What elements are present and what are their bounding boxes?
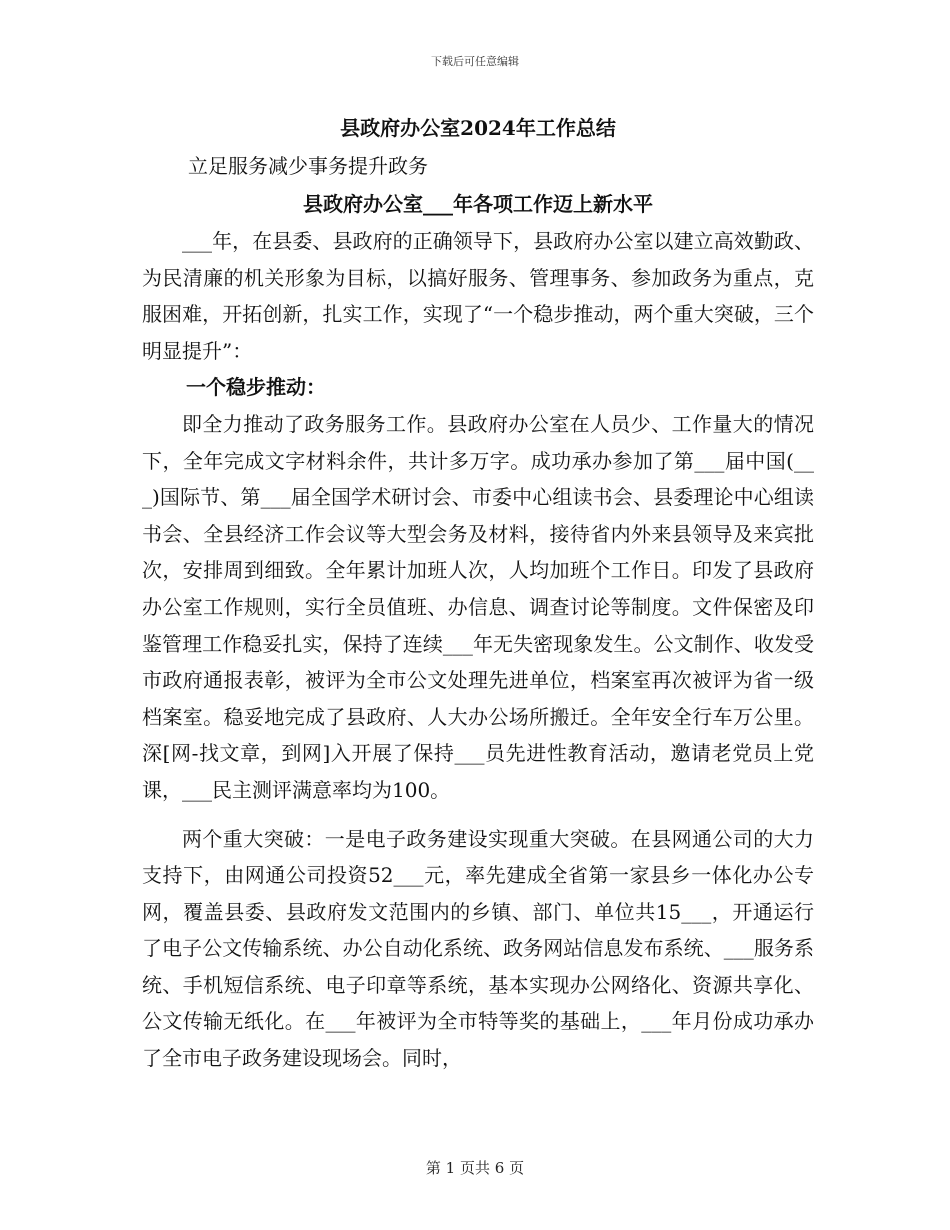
document-subtitle: 立足服务减少事务提升政务 (188, 154, 428, 178)
page-header-note: 下载后可任意编辑 (431, 55, 519, 68)
paragraph-gap (142, 809, 814, 821)
document-title: 县政府办公室2024年工作总结 (340, 116, 616, 140)
document-body (142, 109, 814, 1077)
page-footer-number: 第 1 页共 6 页 (425, 1159, 525, 1177)
paragraph-intro: ___年，在县委、县政府的正确领导下，县政府办公室以建立高效勤政、为民清廉的机关形象为目标，以搞好服务、管理事务、参加政务为重点，克服困难，开拓创新，扎实工作，实现了“一个稳步推动，两个重大突破，三个明显提升”： (142, 229, 814, 363)
paragraph-service-work: 即全力推动了政务服务工作。县政府办公室在人员少、工作量大的情况下，全年完成文字材料余件，共计多万字。成功承办参加了第___届中国(___)国际节、第___届全国学术研讨会、市委中心组读书会、县委理论中心组读书会、全县经济工作会议等大型会务及材料，接待省内外来县领导及来宾批次，安排周到细致。全年累计加班人次，人均加班个工作日。印发了县政府办公室工作规则，实行全员值班、办信息、调查讨论等制度。文件保密及印鉴管理工作稳妥扎实，保持了连续___年无失密现象发生。公文制作、收发受市政府通报表彰，被评为全市公文处理先进单位，档案室再次被评为省一级档案室。稳妥地完成了县政府、人大办公场所搬迁。全年安全行车万公里。深[网-找文章，到网]入开展了保持___员先进性教育活动，邀请老党员上党课，___民主测评满意率均为100。 (142, 411, 814, 802)
heading-one-steady-push: 一个稳步推动： (186, 375, 326, 400)
section-title: 县政府办公室___年各项工作迈上新水平 (303, 192, 653, 216)
paragraph-two-breakthroughs: 两个重大突破：一是电子政务建设实现重大突破。在县网通公司的大力支持下，由网通公司投资52___元，率先建成全省第一家县乡一体化办公专网，覆盖县委、县政府发文范围内的乡镇、部门、单位共15___，开通运行了电子公文传输系统、办公自动化系统、政务网站信息发布系统、___服务系统、手机短信系统、电子印章等系统，基本实现办公网络化、资源共享化、公文传输无纸化。在___年被评为全市特等奖的基础上，___年月份成功承办了全市电子政务建设现场会。同时， (142, 826, 814, 1071)
